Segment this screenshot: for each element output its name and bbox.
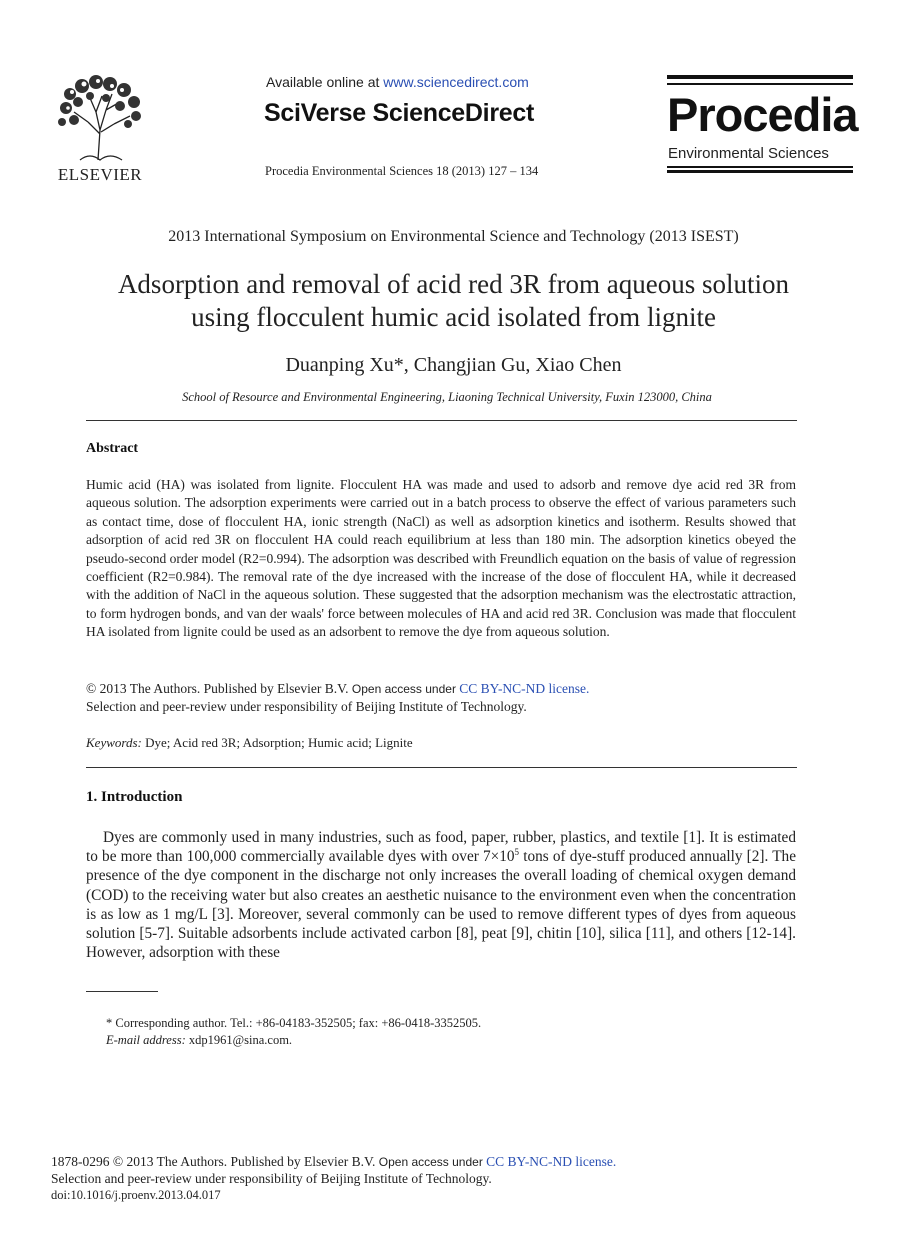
footnote <box>106 1015 481 1049</box>
footer-peer-review: Selection and peer-review under responsibility of Beijing Institute of Technology. <box>51 1170 492 1186</box>
sciverse-wordmark: SciVerse ScienceDirect <box>264 99 534 127</box>
copyright-text: © 2013 The Authors. Published by Elsevier B.V. <box>86 681 352 696</box>
intro-superscript: 5 <box>514 847 520 858</box>
abstract-heading: Abstract <box>86 441 139 456</box>
mid-divider <box>86 767 797 768</box>
abstract-copyright-line <box>86 680 806 698</box>
author-list: Duanping Xu*, Changjian Gu, Xiao Chen <box>285 354 622 376</box>
keywords-list: Dye; Acid red 3R; Adsorption; Humic acid; Lignite <box>141 735 413 750</box>
journal-citation: Procedia Environmental Sciences 18 (2013) 127 – 134 <box>265 164 539 178</box>
keywords-line <box>86 735 413 751</box>
abstract-copyright <box>86 680 806 715</box>
procedia-top-rule-thick <box>667 75 853 79</box>
abstract-text: Humic acid (HA) was isolated from lignite. Flocculent HA was made and used to adsorb and remove dye acid red 3R from aqueous solution. The adsorption experiments were carried out in a batch process to observe the effect of various parameters such as contact time, dose of flocculent HA, ionic strength (NaCl) as well as adsorption kinetics and isotherm. Results showed that adsorption of acid red 3R on flocculent HA could reach equilibrium at less than 180 min. The adsorption kinetics obeyed the pseudo-second order model (R2=0.994). The adsorption was described with Freundlich equation on the basis of value of regression coefficient (R2=0.984). The removal rate of the dye increased with the increase of the dose of flocculent HA, while it decreased with the addition of NaCl in the aqueous solution. These suggested that the adsorption mechanism was the electrostatic attraction, to form hydrogen bonds, and van der waals' force between molecules of HA and acid red 3R. Conclusion was made that flocculent HA isolated from lignite could be used as an adsorbent to remove the dye from aqueous solution. <box>86 477 796 640</box>
paper-title-line-1: Adsorption and removal of acid red 3R from aqueous solution <box>117 269 790 299</box>
affiliation: School of Resource and Environmental Engineering, Liaoning Technical University, Fuxin 123000, China <box>182 390 712 404</box>
open-access-label: Open access under <box>351 682 460 696</box>
top-divider <box>86 420 797 421</box>
footer-copyright-line <box>51 1154 616 1171</box>
footer-issn-copyright: 1878-0296 © 2013 The Authors. Published by Elsevier B.V. <box>51 1154 379 1169</box>
available-online-label: Available online at <box>266 74 384 90</box>
procedia-subtitle: Environmental Sciences <box>668 145 829 162</box>
email-address: xdp1961@sina.com. <box>185 1033 293 1047</box>
conference-name: 2013 International Symposium on Environmental Science and Technology (2013 ISEST) <box>168 228 739 245</box>
elsevier-wordmark: ELSEVIER <box>57 165 143 184</box>
procedia-wordmark: Procedia <box>667 88 858 141</box>
email-note <box>106 1032 481 1049</box>
footer-doi: doi:10.1016/j.proenv.2013.04.017 <box>51 1188 221 1202</box>
corresponding-author-note: * Corresponding author. Tel.: +86-04183-352505; fax: +86-0418-3352505. <box>106 1016 482 1030</box>
procedia-logo <box>667 75 858 175</box>
page-footer <box>51 1154 616 1204</box>
section-heading-introduction: 1. Introduction <box>86 789 183 805</box>
footnote-rule <box>86 991 158 992</box>
keywords-label: Keywords: <box>86 735 142 750</box>
available-online-line <box>266 74 529 90</box>
footer-license-link[interactable]: CC BY-NC-ND license. <box>486 1154 617 1169</box>
intro-text-part-2: tons of dye-stuff produced annually [2]. The presence of the dye component in the discharge not only increases the overall loading of chemical oxygen demand (COD) to the receiving water but also creates an aesthetic nuisance to the environment even when the concentration is as low as 1 mg/L [3]. Moreover, several commonly can be used to remove different types of dyes from aqueous solution [5-7]. Suitable adsorbents include activated carbon [8], peat [9], chitin [10], silica [11], and others [12-14]. However, adsorption with these <box>86 848 796 962</box>
license-link[interactable]: CC BY-NC-ND license. <box>459 681 590 696</box>
email-label: E-mail address: <box>106 1033 186 1047</box>
peer-review-statement: Selection and peer-review under responsibility of Beijing Institute of Technology. <box>86 699 527 714</box>
elsevier-logo <box>50 72 150 184</box>
intro-text-part-1: Dyes are commonly used in many industries, such as food, paper, rubber, plastics, and textile [1]. It is estimated to be more than 100,000 commercially available dyes with over 7×10 <box>86 829 796 866</box>
paper-title <box>0 268 907 334</box>
elsevier-tree-icon <box>50 72 150 162</box>
introduction-paragraph <box>86 828 796 962</box>
footer-open-access-label: Open access under <box>378 1155 487 1169</box>
sciencedirect-link[interactable]: www.sciencedirect.com <box>383 74 529 90</box>
paper-title-line-2: using flocculent humic acid isolated from lignite <box>191 302 716 332</box>
procedia-bottom-rule-thick <box>667 170 853 173</box>
procedia-bottom-rule-thin <box>667 166 853 168</box>
procedia-top-rule-thin <box>667 83 853 85</box>
